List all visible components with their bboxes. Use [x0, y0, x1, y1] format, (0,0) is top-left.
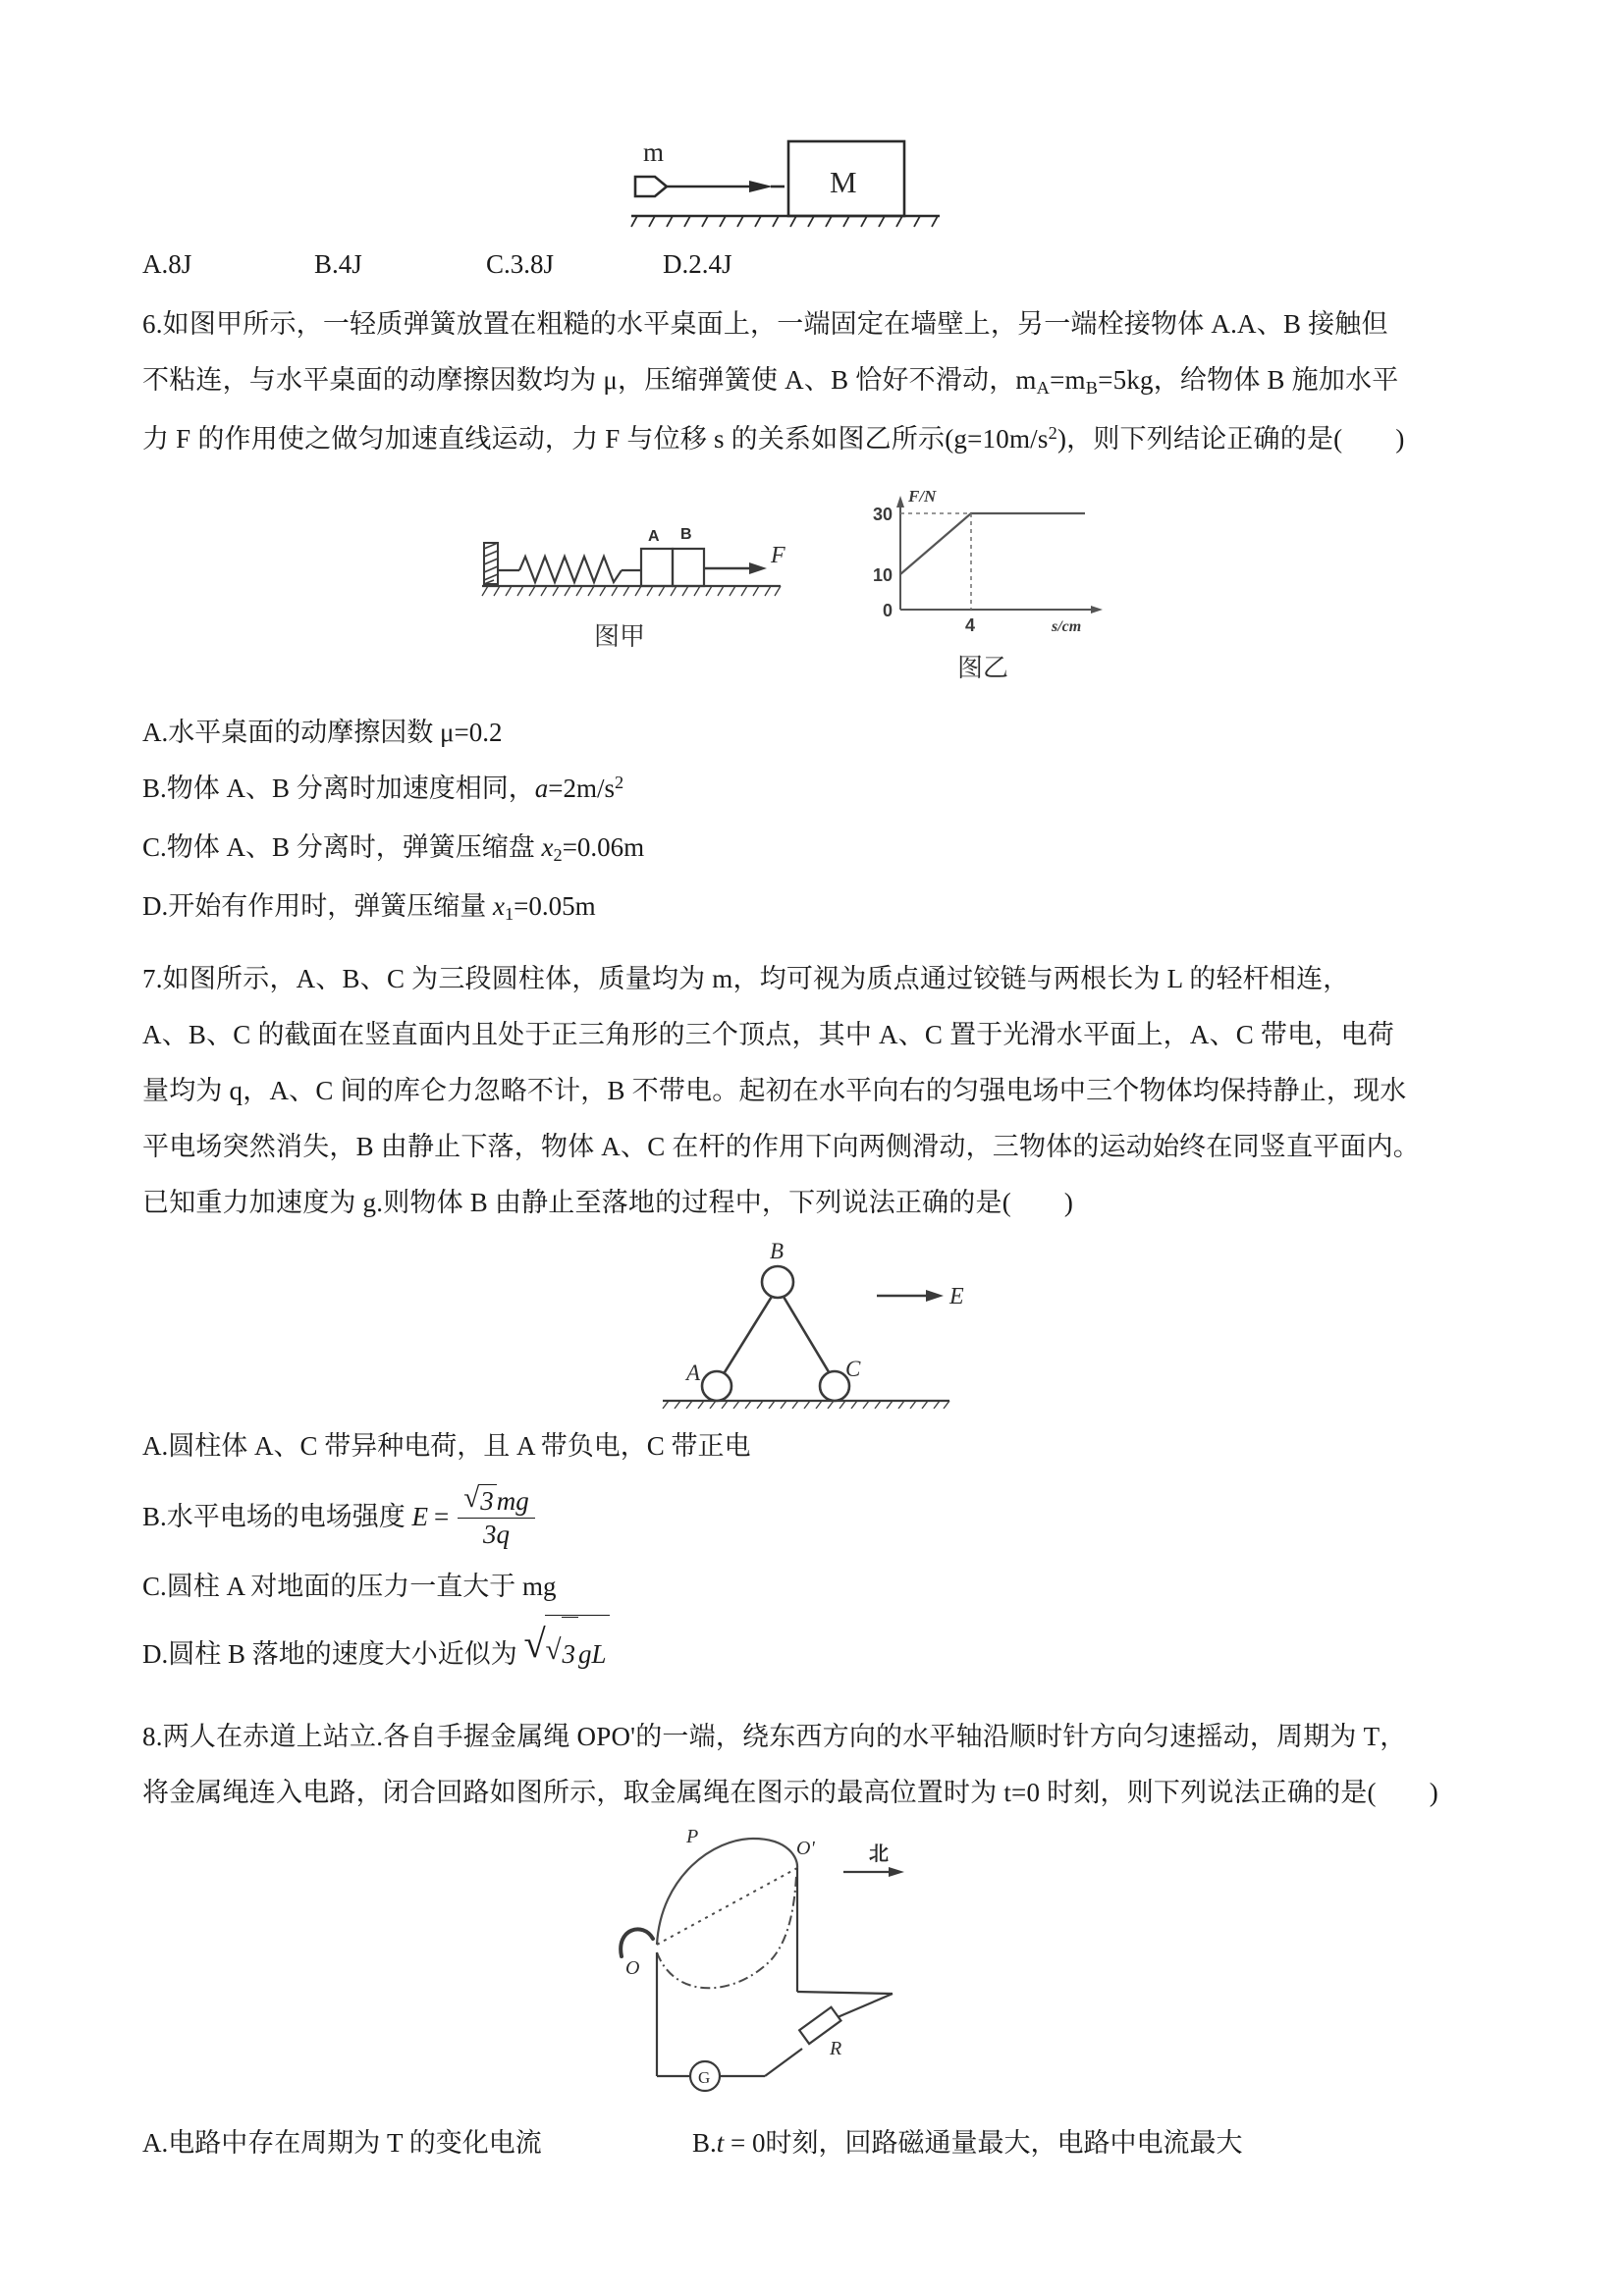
yi-x-axis-label: s/cm [1052, 618, 1082, 635]
cylinder-A-label: A [686, 1361, 701, 1385]
fraction-denominator: 3q [458, 1518, 535, 1550]
q5-option-c[interactable]: C.3.8J [486, 249, 555, 279]
q8-stem-text-2b: ) [1429, 1778, 1438, 1807]
rope-arc-upper [657, 1839, 797, 1945]
cylinder-B [762, 1266, 793, 1298]
large-mass-label: M [830, 165, 857, 199]
figure-jia [482, 526, 785, 651]
rope-chord-dotted [657, 1868, 797, 1945]
q8-stem-text-1: 两人在赤道上站立.各自手握金属绳 OPO'的一端，绕东西方向的水平轴沿顺时针方向匀速摇动，周期为 T， [162, 1722, 1407, 1751]
rod-BA [720, 1292, 775, 1380]
q8-figure-svg [596, 1825, 1028, 2109]
q7-figure [142, 1237, 1482, 1409]
figure-jia-caption: 图甲 [594, 621, 646, 651]
yi-ytick-10: 10 [873, 565, 893, 585]
bullet-shape [635, 177, 667, 196]
q5-option-d[interactable]: D.2.4J [663, 249, 732, 279]
rotation-hook-icon [621, 1929, 653, 1956]
q7-option-d-text: D.圆柱 B 落地的速度大小近似为 [142, 1639, 524, 1669]
q7-stem-line-4: 平电场突然消失，B 由静止下落，物体 A、C 在杆的作用下向两侧滑动，三物体的运动始终在同竖直平面内。 [142, 1132, 1420, 1161]
q7-figure-svg [606, 1237, 1018, 1409]
small-mass-label: m [643, 137, 665, 167]
sqrt-outer-body [545, 1615, 610, 1689]
q6-stem-text-2b: =m [1050, 365, 1086, 395]
q6-option-c-var: x [541, 832, 554, 862]
label-P: P [686, 1826, 699, 1847]
q5-option-a[interactable]: A.8J [142, 249, 192, 279]
q6-option-c-text: C.物体 A、B 分离时，弹簧压缩盘 [142, 832, 542, 862]
q8-stem-line-1 [142, 1709, 1482, 1765]
q8-stem-text-2a: 将金属绳连入电路，闭合回路如图所示，取金属绳在图示的最高位置时为 t=0 时刻，则下列说法正确的是( [142, 1778, 1377, 1807]
q5-options-row [142, 241, 1482, 287]
jia-ground-hatch [482, 586, 781, 596]
q7-option-b-fraction [458, 1484, 535, 1550]
wall-hatch [484, 543, 498, 584]
q6-stem-text-3b: )，则下列结论正确的是( [1056, 424, 1343, 454]
label-O-prime: O' [796, 1838, 815, 1859]
q6-option-b-text: B.物体 A、B 分离时加速度相同， [142, 774, 535, 803]
q6-sub-A: A [1036, 378, 1051, 399]
q7-stem-line-3: 量均为 q，A、C 间的库仑力忽略不计，B 不带电。起初在水平向右的匀强电场中三个物体均保持静止，现水 [142, 1076, 1407, 1105]
q8-options-row [142, 2115, 1482, 2171]
q7-stem-line-2: A、B、C 的截面在竖直面内且处于正三角形的三个顶点，其中 A、C 置于光滑水平面上，A、C 带电，电荷 [142, 1020, 1394, 1049]
field-arrow-head [926, 1290, 944, 1302]
sqrt-icon [463, 1484, 497, 1517]
cylinder-C-label: C [845, 1357, 861, 1381]
q6-option-b-sup: 2 [615, 772, 624, 792]
figure-block-m-M-svg [606, 124, 1018, 232]
spring-coil [519, 557, 622, 582]
cylinder-A [702, 1371, 731, 1401]
q6-option-b-post: =2m/s [548, 774, 616, 803]
q7-stem-text-5a: 已知重力加速度为 g.则物体 B 由静止至落地的过程中，下列说法正确的是( [142, 1188, 1011, 1217]
wire-diagonal-upper [838, 1994, 893, 2017]
q6-option-d[interactable] [142, 879, 1482, 937]
cylinder-B-label: B [770, 1239, 785, 1263]
q8-stem-line-2 [142, 1765, 1482, 1821]
sqrt-outer-icon [524, 1615, 610, 1689]
sqrt-inner-icon [546, 1617, 579, 1689]
q6-option-c[interactable] [142, 820, 1482, 879]
q8-figure [142, 1825, 1482, 2109]
q7-stem-line-1 [142, 951, 1482, 1007]
q7-stem [142, 951, 1482, 1231]
q6-sub-B: B [1085, 378, 1099, 399]
q6-sup-2: 2 [1048, 422, 1057, 443]
label-O: O [625, 1957, 640, 1979]
q6-stem-line-1 [142, 296, 1482, 352]
arrow-head [749, 181, 773, 192]
sqrt-inner-rest: gL [578, 1639, 607, 1669]
q6-stem [142, 296, 1482, 470]
q6-option-d-var: x [493, 891, 505, 921]
yi-y-arrow [896, 496, 904, 507]
q7-option-c[interactable]: C.圆柱 A 对地面的压力一直大于 mg [142, 1572, 557, 1601]
q6-option-a[interactable]: A.水平桌面的动摩擦因数 μ=0.2 [142, 718, 503, 747]
q7-stem-text-5b: ) [1063, 1188, 1074, 1217]
resistor-label: R [830, 2038, 842, 2059]
q6-option-b[interactable] [142, 761, 1482, 820]
q8-option-b-var: t [716, 2128, 725, 2158]
block-B-label: B [680, 526, 692, 543]
q7-number: 7. [142, 964, 163, 993]
sqrt-radicand: 3 [479, 1484, 497, 1517]
fraction-num-rest: mg [496, 1486, 529, 1517]
rod-BC [781, 1292, 834, 1380]
yi-data-curve [900, 513, 1085, 574]
north-label: 北 [869, 1843, 889, 1865]
q6-option-b-var: a [534, 774, 549, 803]
q6-number: 6. [142, 309, 163, 339]
q8-option-b[interactable] [692, 2115, 1243, 2171]
q7-option-b-equals: = [434, 1502, 450, 1531]
q6-stem-line-2 [142, 352, 1482, 411]
q6-stem-line-3 [142, 411, 1482, 470]
q6-figures-svg [468, 484, 1156, 695]
field-label-E: E [949, 1284, 964, 1309]
q7-ground-hatch [663, 1401, 949, 1409]
yi-y-axis-label: F/N [908, 487, 937, 506]
force-label-F: F [771, 543, 785, 568]
ground-hatching [631, 216, 938, 227]
q6-stem-text-2c: =5kg，给物体 B 施加水平 [1098, 365, 1399, 395]
yi-ytick-0: 0 [883, 601, 893, 620]
block-A-rect [641, 549, 673, 586]
q7-option-b-text: B.水平电场的电场强度 [142, 1502, 412, 1531]
force-arrow-head [749, 562, 767, 574]
block-B-rect [673, 549, 704, 586]
yi-x-arrow [1091, 606, 1103, 614]
figure-yi [873, 487, 1103, 682]
q8-number: 8. [142, 1722, 163, 1751]
q7-stem-line-5 [142, 1175, 1482, 1231]
figure-yi-caption: 图乙 [957, 653, 1009, 682]
q6-stem-text-1: 如图甲所示，一轻质弹簧放置在粗糙的水平桌面上，一端固定在墙壁上，另一端栓接物体 A.A、B 接触但 [162, 309, 1388, 339]
q6-option-d-post: =0.05m [514, 891, 596, 921]
q6-option-d-sub: 1 [504, 904, 514, 925]
q7-option-a[interactable]: A.圆柱体 A、C 带异种电荷，且 A 带负电，C 带正电 [142, 1431, 751, 1461]
q7-option-b-lhs: E [411, 1502, 429, 1531]
q7-option-d[interactable] [142, 1615, 1482, 1689]
q8-stem [142, 1709, 1482, 1821]
q6-option-d-text: D.开始有作用时，弹簧压缩量 [142, 891, 493, 921]
fraction-numerator [458, 1484, 535, 1518]
q8-option-a[interactable]: A.电路中存在周期为 T 的变化电流 [142, 2128, 542, 2158]
wire-diagonal-lower [765, 2049, 802, 2076]
figure-block-m-M [142, 124, 1482, 232]
q8-option-b-prefix: B. [692, 2128, 717, 2158]
wire-top-right-horizontal [797, 1992, 893, 1994]
q6-stem-text-3a: 力 F 的作用使之做匀加速直线运动，力 F 与位移 s 的关系如图乙所示(g=10m/s [142, 424, 1049, 454]
q6-option-c-post: =0.06m [562, 832, 645, 862]
q6-option-c-sub: 2 [553, 845, 563, 866]
galvanometer-label: G [698, 2068, 711, 2087]
q7-option-b[interactable] [142, 1474, 1482, 1559]
q8-option-b-equals: = 0 [724, 2128, 766, 2158]
q6-stem-text-3c: ) [1395, 424, 1405, 454]
block-A-label: A [648, 528, 660, 545]
q5-option-b[interactable]: B.4J [314, 249, 362, 279]
sqrt-inner-radicand: 3 [562, 1617, 579, 1689]
rope-arc-lower-dashdot [657, 1876, 796, 1988]
q7-stem-text-1: 如图所示，A、B、C 为三段圆柱体，质量均为 m，均可视为质点通过铰链与两根长为 L 的轻杆相连， [162, 964, 1350, 993]
q8-option-b-text: 时刻，回路磁通量最大，电路中电流最大 [765, 2128, 1243, 2158]
q6-figures [142, 484, 1482, 695]
yi-xtick-4: 4 [965, 615, 976, 635]
q6-stem-text-2a: 不粘连，与水平桌面的动摩擦因数均为 μ，压缩弹簧使 A、B 恰好不滑动，m [142, 365, 1037, 395]
yi-ytick-30: 30 [873, 505, 893, 524]
north-arrow-head [889, 1867, 904, 1877]
